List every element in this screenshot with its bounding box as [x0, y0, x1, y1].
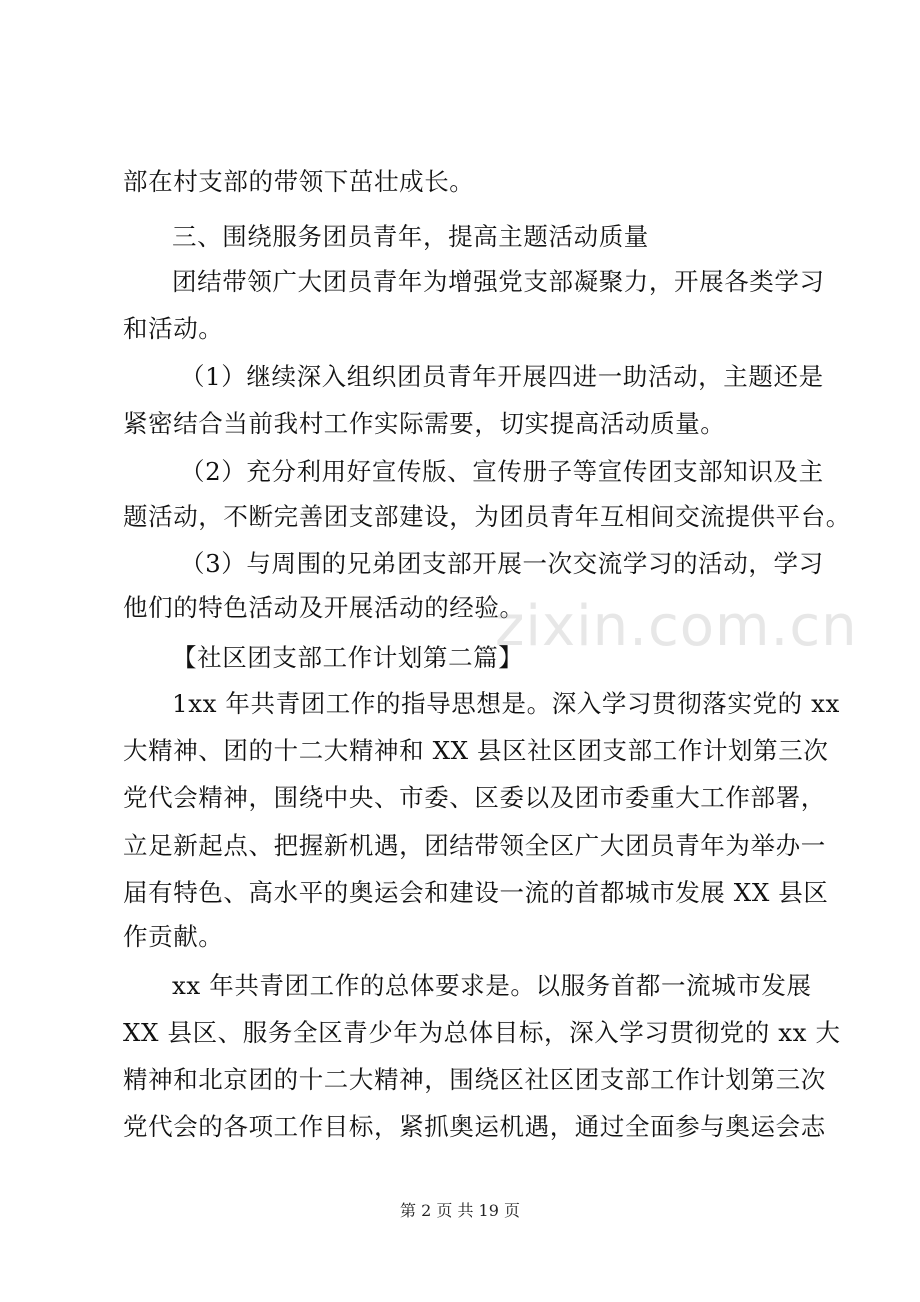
- list-item-line: （3）与周围的兄弟团支部开展一次交流学习的活动，学习: [180, 549, 824, 578]
- paragraph-line: xx 年共青团工作的总体要求是。以服务首都一流城市发展: [172, 971, 812, 1000]
- paragraph-line: 届有特色、高水平的奥运会和建设一流的首都城市发展 XX 县区: [123, 878, 829, 907]
- list-item-line: （2）充分利用好宣传版、宣传册子等宣传团支部知识及主: [180, 457, 824, 486]
- list-item-line: （1）继续深入组织团员青年开展四进一助活动，主题还是: [180, 362, 824, 391]
- paragraph-line: 和活动。: [123, 314, 224, 343]
- paragraph-line: 团结带领广大团员青年为增强党支部凝聚力，开展各类学习: [172, 267, 825, 296]
- section-heading: 三、围绕服务团员青年，提高主题活动质量: [172, 222, 649, 251]
- paragraph-line: 党代会精神，围绕中央、市委、区委以及团市委重大工作部署，: [123, 783, 826, 812]
- paragraph-line: 部在村支部的带领下茁壮成长。: [123, 167, 475, 196]
- paragraph-line: 他们的特色活动及开展活动的经验。: [123, 593, 525, 622]
- paragraph-line: 大精神、团的十二大精神和 XX 县区社区团支部工作计划第三次: [123, 736, 829, 765]
- paragraph-line: 紧密结合当前我村工作实际需要，切实提高活动质量。: [123, 409, 726, 438]
- paragraph-line: 精神和北京团的十二大精神，围绕区社区团支部工作计划第三次: [123, 1065, 826, 1094]
- watermark: zixin.com.cn: [495, 594, 858, 659]
- paragraph-line: 立足新起点、把握新机遇，团结带领全区广大团员青年为举办一: [123, 831, 826, 860]
- paragraph-line: 党代会的各项工作目标，紧抓奥运机遇，通过全面参与奥运会志: [123, 1112, 826, 1141]
- paragraph-line: 题活动，不断完善团支部建设，为团员青年互相间交流提供平台。: [123, 502, 851, 531]
- paragraph-line: 作贡献。: [123, 922, 224, 951]
- paragraph-line: 1xx 年共青团工作的指导思想是。深入学习贯彻落实党的 xx: [172, 689, 840, 718]
- page-number-footer: 第 2 页 共 19 页: [400, 1201, 520, 1220]
- paragraph-line: XX 县区、服务全区青少年为总体目标，深入学习贯彻党的 xx 大: [123, 1018, 841, 1047]
- section-title: 【社区团支部工作计划第二篇】: [172, 643, 524, 672]
